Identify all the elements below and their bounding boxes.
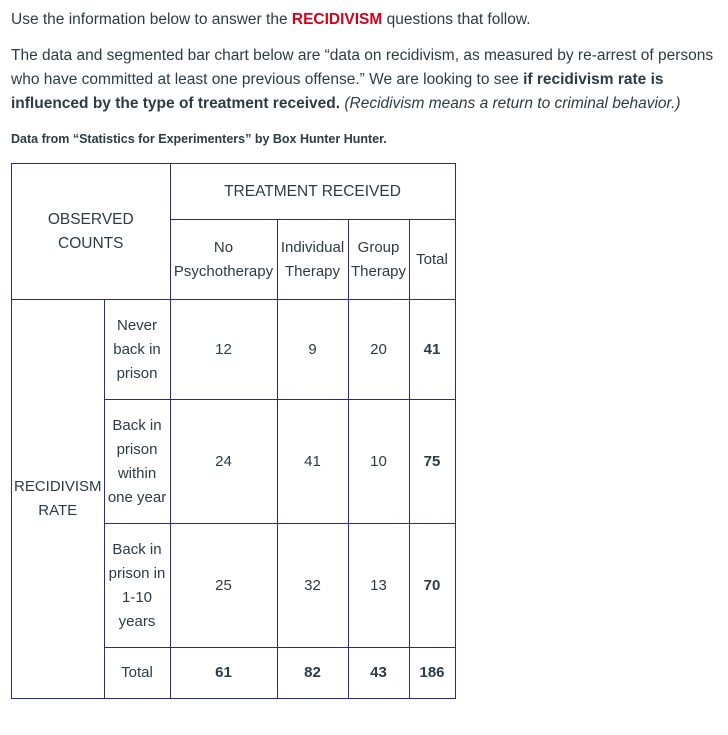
recidivism-highlight: RECIDIVISM xyxy=(291,11,383,28)
total-cell: 82 xyxy=(277,648,348,699)
description-text: The data and segmented bar chart below are “data on recidivism, as measured by re-arrest of persons who have committed at least one previous offense.” We are looking to see if recidivism rate is influenced by the type of treatment received. (Recidivism means a return to criminal behavior.) xyxy=(11,47,714,112)
col-header-individual-therapy: Individual Therapy xyxy=(277,220,348,300)
table-row xyxy=(12,300,456,400)
total-cell: 43 xyxy=(348,648,409,699)
intro-text: Use the information below to answer the RECIDIVISM questions that follow. xyxy=(11,11,531,28)
col-header-total: Total xyxy=(409,220,455,300)
cell: 24 xyxy=(170,400,277,524)
source-citation: Data from “Statistics for Experimenters” by Box Hunter Hunter. xyxy=(11,132,387,146)
row-total-cell: 41 xyxy=(409,300,455,400)
cell: 10 xyxy=(348,400,409,524)
recidivism-rate-header: RECIDIVISM RATE xyxy=(12,300,105,699)
observed-counts-table xyxy=(11,163,456,699)
cell: 25 xyxy=(170,524,277,648)
total-cell: 61 xyxy=(170,648,277,699)
col-header-no-psychotherapy: No Psychotherapy xyxy=(170,220,277,300)
col-header-group-therapy: Group Therapy xyxy=(348,220,409,300)
cell: 20 xyxy=(348,300,409,400)
row-label-total: Total xyxy=(104,648,170,699)
cell: 9 xyxy=(277,300,348,400)
cell: 41 xyxy=(277,400,348,524)
description-bold: if recidivism rate is influenced by the type of treatment received. xyxy=(11,71,664,112)
row-total-cell: 70 xyxy=(409,524,455,648)
treatment-received-header: TREATMENT RECEIVED xyxy=(170,164,455,220)
row-total-cell: 75 xyxy=(409,400,455,524)
row-label-1-10-years: Back in prison in 1-10 years xyxy=(104,524,170,648)
row-label-never-back: Never back in prison xyxy=(104,300,170,400)
observed-counts-header: OBSERVED COUNTS xyxy=(12,164,171,300)
row-label-within-one-year: Back in prison within one year xyxy=(104,400,170,524)
cell: 13 xyxy=(348,524,409,648)
cell: 12 xyxy=(170,300,277,400)
grand-total-cell: 186 xyxy=(409,648,455,699)
cell: 32 xyxy=(277,524,348,648)
description-italic: (Recidivism means a return to criminal behavior.) xyxy=(344,95,681,112)
